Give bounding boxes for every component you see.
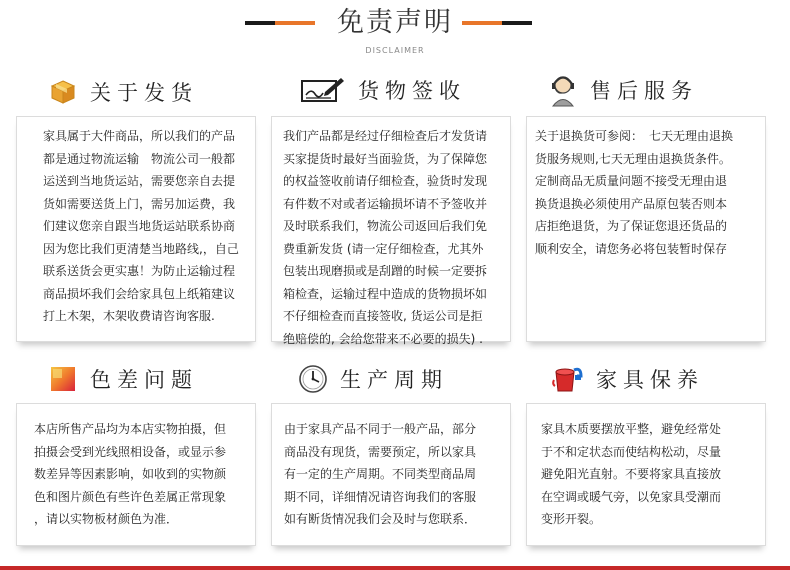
section-title: 生产周期 [340,368,448,392]
text-line: 联系送货会更实惠！为防止运输过程 [43,264,236,278]
text-line: 买家提货时最好当面验货，为了保障您 [283,151,488,166]
text-line: 打上木架，木架收费请咨询客服. [43,309,215,323]
sign-pen-icon [300,75,346,105]
text-line: 货服务规则,七天无理由退换货条件。 [535,151,731,166]
section-card-after-sales [526,116,766,342]
text-line: 包装出现磨损或是刮蹭的时候一定要拆 [283,264,488,278]
page-subtitle: DISCLAIMER [365,46,425,55]
text-line: 商品损坏我们会给家具包上纸箱建议 [43,286,236,301]
text-line: 关于退换货可参阅： 七天无理由退换 [535,129,734,143]
customer-service-icon [548,75,578,105]
text-line: 避免阳光直射。不要将家具直接放 [541,467,722,481]
text-line: 家具木质要摆放平整，避免经常处 [541,422,722,436]
color-swatch-icon [48,364,78,394]
header-divider-right [502,21,532,25]
header-divider-right-accent [462,21,502,25]
text-line: 定制商品无质量问题不接受无理由退 [535,174,728,188]
text-line: 箱检查，运输过程中造成的货物损坏如 [283,286,488,301]
text-line: 我们产品都是经过仔细检查后才发货请 [283,129,488,143]
section-title: 货物签收 [358,79,466,103]
text-line: 商品没有现货，需要预定，所以家具 [284,444,477,459]
section-card-production-cycle [271,403,511,546]
text-line: 货如需要送货上门，需另加运费，我 [43,196,236,211]
section-card-color-difference [16,403,256,546]
text-line: 在空调或暖气旁，以免家具受潮而 [541,489,722,504]
text-line: 有一定的生产周期。不同类型商品周 [284,467,477,481]
section-title: 关于发货 [90,81,198,105]
text-line: 变形开裂。 [541,512,602,526]
header-divider-left-accent [275,21,315,25]
section-title: 售后服务 [590,79,698,103]
section-title: 家具保养 [596,368,704,392]
text-line: 有件数不对或者运输损坏请不予签收并 [283,196,488,211]
section-card-furniture-care [526,403,766,546]
text-line: 们建议您亲自跟当地货运站联系协商 [43,219,236,233]
text-line: 本店所售产品均为本店实物拍摄，但 [34,422,227,436]
text-line: 及时联系我们，物流公司返回后我们免 [283,219,488,233]
text-line: 于不和定状态而使结构松动，尽量 [541,444,722,459]
section-heading-production-cycle [298,361,448,397]
text-line: 店拒绝退货，为了保证您退还货品的 [535,219,728,233]
text-line: 家具属于大件商品，所以我们的产品 [43,129,236,143]
clock-icon [298,364,328,394]
text-line: 期不同，详细情况请咨询我们的客服 [284,489,477,504]
section-heading-color-difference [48,361,198,397]
text-line: 换货退换必须使用产品原包装否则本 [535,196,728,211]
section-title: 色差问题 [90,368,198,392]
section-heading-receipt [300,72,466,108]
section-card-shipping [16,116,256,342]
text-line: 费重新发货 (请一定仔细检查，尤其外 [283,241,484,256]
disclaimer-header [0,0,790,64]
box-icon [48,77,78,107]
section-card-receipt [271,116,511,346]
text-line: 如有断货情况我们会及时与您联系． [284,512,477,526]
text-line: 因为您比我们更清楚当地路线,，自己 [43,241,239,256]
text-line: 顺利安全，请您务必将包装暂时保存 [535,241,728,256]
text-line: 的权益签收前请仔细检查，验货时发现 [283,174,488,188]
header-divider-left [245,21,275,25]
section-heading-shipping [48,74,198,110]
text-line: 绝赔偿的, 会给您带来不必要的损失) . [283,331,483,346]
text-line: 都是通过物流运输 物流公司一般都 [43,151,236,166]
text-line: 拍摄会受到光线照相设备，或显示参 [34,444,227,459]
text-line: 不仔细检查而直接签收, 货运公司是拒 [283,309,483,323]
section-heading-after-sales [548,72,698,108]
paint-bucket-icon [550,364,584,394]
text-line: ，请以实物板材颜色为准． [34,512,179,526]
text-line: 数差异等因素影响，如收到的实物颜 [34,467,227,481]
page-title: 免责声明 [337,7,453,38]
text-line: 运送到当地货运站，需要您亲自去提 [43,174,236,188]
section-heading-furniture-care [550,361,704,397]
bottom-divider [0,566,790,570]
text-line: 由于家具产品不同于一般产品，部分 [284,422,477,436]
text-line: 色和图片颜色有些许色差属正常现象 [34,489,227,504]
